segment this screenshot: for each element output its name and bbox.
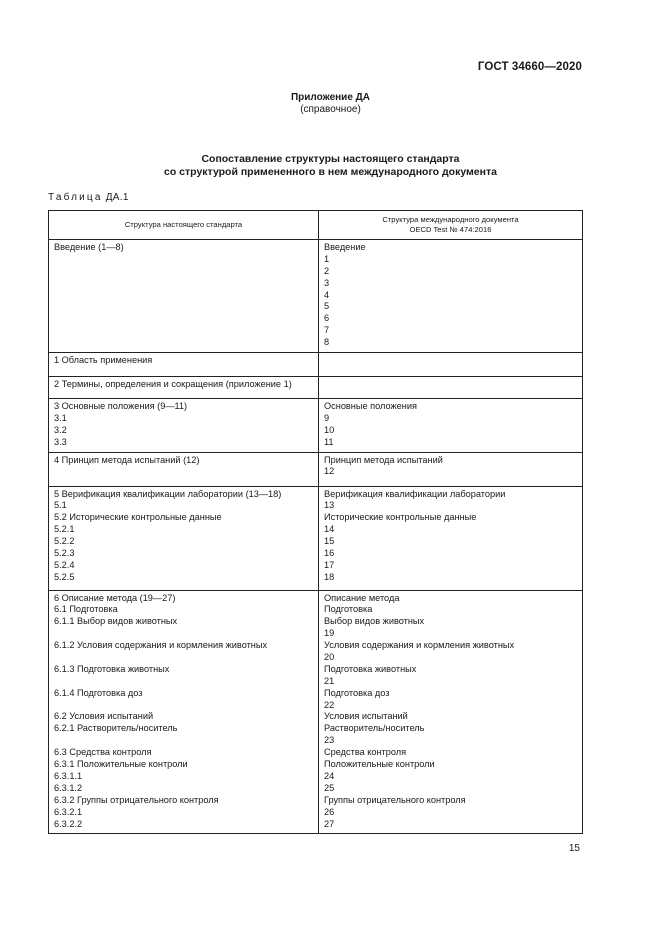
- cell-line: [54, 466, 313, 478]
- cell-line: [54, 266, 313, 278]
- cell-line: Положительные контроли: [324, 759, 435, 770]
- cell-line: 5.2 Исторические контрольные данные: [54, 512, 222, 523]
- cell-line: 25: [324, 782, 335, 793]
- cell-line: 3.3: [54, 436, 67, 447]
- cell-line: [54, 278, 313, 290]
- cell-standard-structure: [49, 240, 319, 353]
- table-header-row: [49, 211, 583, 240]
- cell-line: Введение (1—8): [54, 242, 124, 252]
- cell-international-structure: [319, 240, 583, 353]
- header-international-document-id: OECD Test № 474:2016: [409, 225, 492, 234]
- table-body: [49, 240, 583, 834]
- header-standard-structure-label: Структура настоящего стандарта: [124, 220, 243, 229]
- cell-line: Подготовка доз: [324, 687, 390, 698]
- table-row: [49, 452, 583, 486]
- document-code: ГОСТ 34660—2020: [477, 61, 582, 73]
- table-caption-prefix: Таблица: [48, 192, 103, 203]
- cell-line: [324, 355, 577, 367]
- cell-line: 2: [324, 265, 330, 276]
- cell-line: [54, 735, 313, 747]
- table-caption-number: ДА.1: [105, 192, 129, 203]
- cell-standard-structure: [49, 377, 319, 399]
- cell-line: [54, 301, 313, 313]
- section-title-line-2: со структурой примененного в нем международного документа: [164, 166, 497, 178]
- cell-line: Исторические контрольные данные: [324, 512, 477, 523]
- cell-line: Подготовка животных: [324, 663, 417, 674]
- cell-line: 5.2.1: [54, 524, 75, 535]
- cell-line: [54, 313, 313, 325]
- cell-line: 17: [324, 559, 335, 570]
- table-row: [49, 399, 583, 453]
- cell-line: 6: [324, 313, 330, 324]
- cell-line: 7: [324, 325, 330, 336]
- cell-line: 19: [324, 628, 335, 639]
- cell-line: 4 Принцип метода испытаний (12): [54, 454, 200, 465]
- cell-line: 6.2 Условия испытаний: [54, 711, 154, 722]
- cell-line: Выбор видов животных: [324, 616, 425, 627]
- cell-line: [54, 676, 313, 688]
- cell-standard-structure: [49, 590, 319, 834]
- cell-line: 15: [324, 536, 335, 547]
- cell-line: [54, 652, 313, 664]
- cell-line: Условия содержания и кормления животных: [324, 640, 515, 651]
- cell-line: [54, 290, 313, 302]
- cell-line: 6.1.1 Выбор видов животных: [54, 616, 178, 627]
- cell-line: 13: [324, 500, 335, 511]
- cell-line: Описание метода: [324, 592, 400, 603]
- cell-line: [324, 379, 577, 391]
- cell-line: 6.2.1 Растворитель/носитель: [54, 723, 178, 734]
- appendix-title: Приложение ДА: [290, 92, 371, 103]
- cell-line: Растворитель/носитель: [324, 723, 425, 734]
- appendix-subtitle: (справочное): [300, 104, 361, 115]
- cell-line: 3.2: [54, 424, 67, 435]
- cell-line: 6.3.2.1: [54, 806, 83, 817]
- cell-standard-structure: [49, 399, 319, 453]
- cell-line: Верификация квалификации лаборатории: [324, 488, 506, 499]
- cell-line: 24: [324, 770, 335, 781]
- cell-line: 8: [324, 337, 330, 348]
- table-caption: [48, 192, 129, 203]
- cell-international-structure: [319, 452, 583, 486]
- cell-line: Условия испытаний: [324, 711, 408, 722]
- cell-line: Принцип метода испытаний: [324, 454, 443, 465]
- cell-line: 6.1.4 Подготовка доз: [54, 687, 143, 698]
- cell-line: 5.2.5: [54, 571, 75, 582]
- cell-international-structure: [319, 377, 583, 399]
- cell-line: 9: [324, 412, 330, 423]
- cell-international-structure: [319, 486, 583, 590]
- cell-line: [54, 254, 313, 266]
- cell-international-structure: [319, 590, 583, 834]
- comparison-table: [48, 210, 583, 834]
- cell-line: 5.2.3: [54, 548, 75, 559]
- section-title: [0, 153, 661, 179]
- cell-line: 21: [324, 675, 335, 686]
- cell-line: 27: [324, 818, 335, 829]
- page-number: 15: [568, 843, 580, 854]
- cell-line: 6 Описание метода (19—27): [54, 592, 176, 603]
- cell-line: 6.1.3 Подготовка животных: [54, 663, 170, 674]
- cell-line: 2 Термины, определения и сокращения (приложение 1): [54, 379, 292, 390]
- cell-line: 11: [324, 436, 334, 447]
- table-row: [49, 240, 583, 353]
- cell-line: [54, 337, 313, 349]
- cell-line: 6.3.1.1: [54, 770, 83, 781]
- table-row: [49, 590, 583, 834]
- cell-line: Группы отрицательного контроля: [324, 794, 466, 805]
- cell-line: 22: [324, 699, 335, 710]
- cell-line: 6.3.1 Положительные контроли: [54, 759, 188, 770]
- cell-line: 3: [324, 277, 330, 288]
- cell-line: 1: [324, 253, 330, 264]
- appendix-heading: [0, 92, 661, 116]
- cell-line: 5.2.2: [54, 536, 75, 547]
- header-standard-structure: [49, 211, 319, 240]
- cell-line: [54, 700, 313, 712]
- cell-line: 5: [324, 301, 330, 312]
- cell-standard-structure: [49, 353, 319, 377]
- cell-line: 6.1.2 Условия содержания и кормления животных: [54, 640, 268, 651]
- cell-line: 10: [324, 424, 335, 435]
- cell-line: 6.3.2.2: [54, 818, 83, 829]
- cell-line: 6.3 Средства контроля: [54, 747, 152, 758]
- cell-line: [54, 325, 313, 337]
- cell-line: 6.1 Подготовка: [54, 604, 118, 615]
- header-international-structure: [319, 211, 583, 240]
- header-international-structure-label: Структура международного документа: [382, 215, 519, 224]
- cell-international-structure: [319, 353, 583, 377]
- cell-line: 26: [324, 806, 335, 817]
- table-row: [49, 377, 583, 399]
- cell-line: Введение: [324, 242, 366, 252]
- cell-line: Средства контроля: [324, 747, 407, 758]
- cell-standard-structure: [49, 452, 319, 486]
- table-row: [49, 353, 583, 377]
- cell-line: 23: [324, 735, 335, 746]
- cell-international-structure: [319, 399, 583, 453]
- cell-line: 6.3.1.2: [54, 782, 83, 793]
- cell-line: 5.2.4: [54, 559, 75, 570]
- cell-line: 3.1: [54, 412, 67, 423]
- section-title-line-1: Сопоставление структуры настоящего стандарта: [201, 153, 460, 165]
- cell-line: 5.1: [54, 500, 67, 511]
- cell-standard-structure: [49, 486, 319, 590]
- cell-line: 14: [324, 524, 335, 535]
- cell-line: 20: [324, 652, 335, 663]
- cell-line: 4: [324, 289, 330, 300]
- table-row: [49, 486, 583, 590]
- cell-line: 3 Основные положения (9—11): [54, 401, 188, 412]
- cell-line: 1 Область применения: [54, 355, 153, 366]
- cell-line: 12: [324, 466, 335, 477]
- cell-line: 18: [324, 571, 335, 582]
- cell-line: [54, 628, 313, 640]
- cell-line: Подготовка: [324, 604, 373, 615]
- cell-line: Основные положения: [324, 401, 417, 412]
- cell-line: 5 Верификация квалификации лаборатории (13—18): [54, 488, 282, 499]
- cell-line: 16: [324, 548, 335, 559]
- cell-line: 6.3.2 Группы отрицательного контроля: [54, 794, 219, 805]
